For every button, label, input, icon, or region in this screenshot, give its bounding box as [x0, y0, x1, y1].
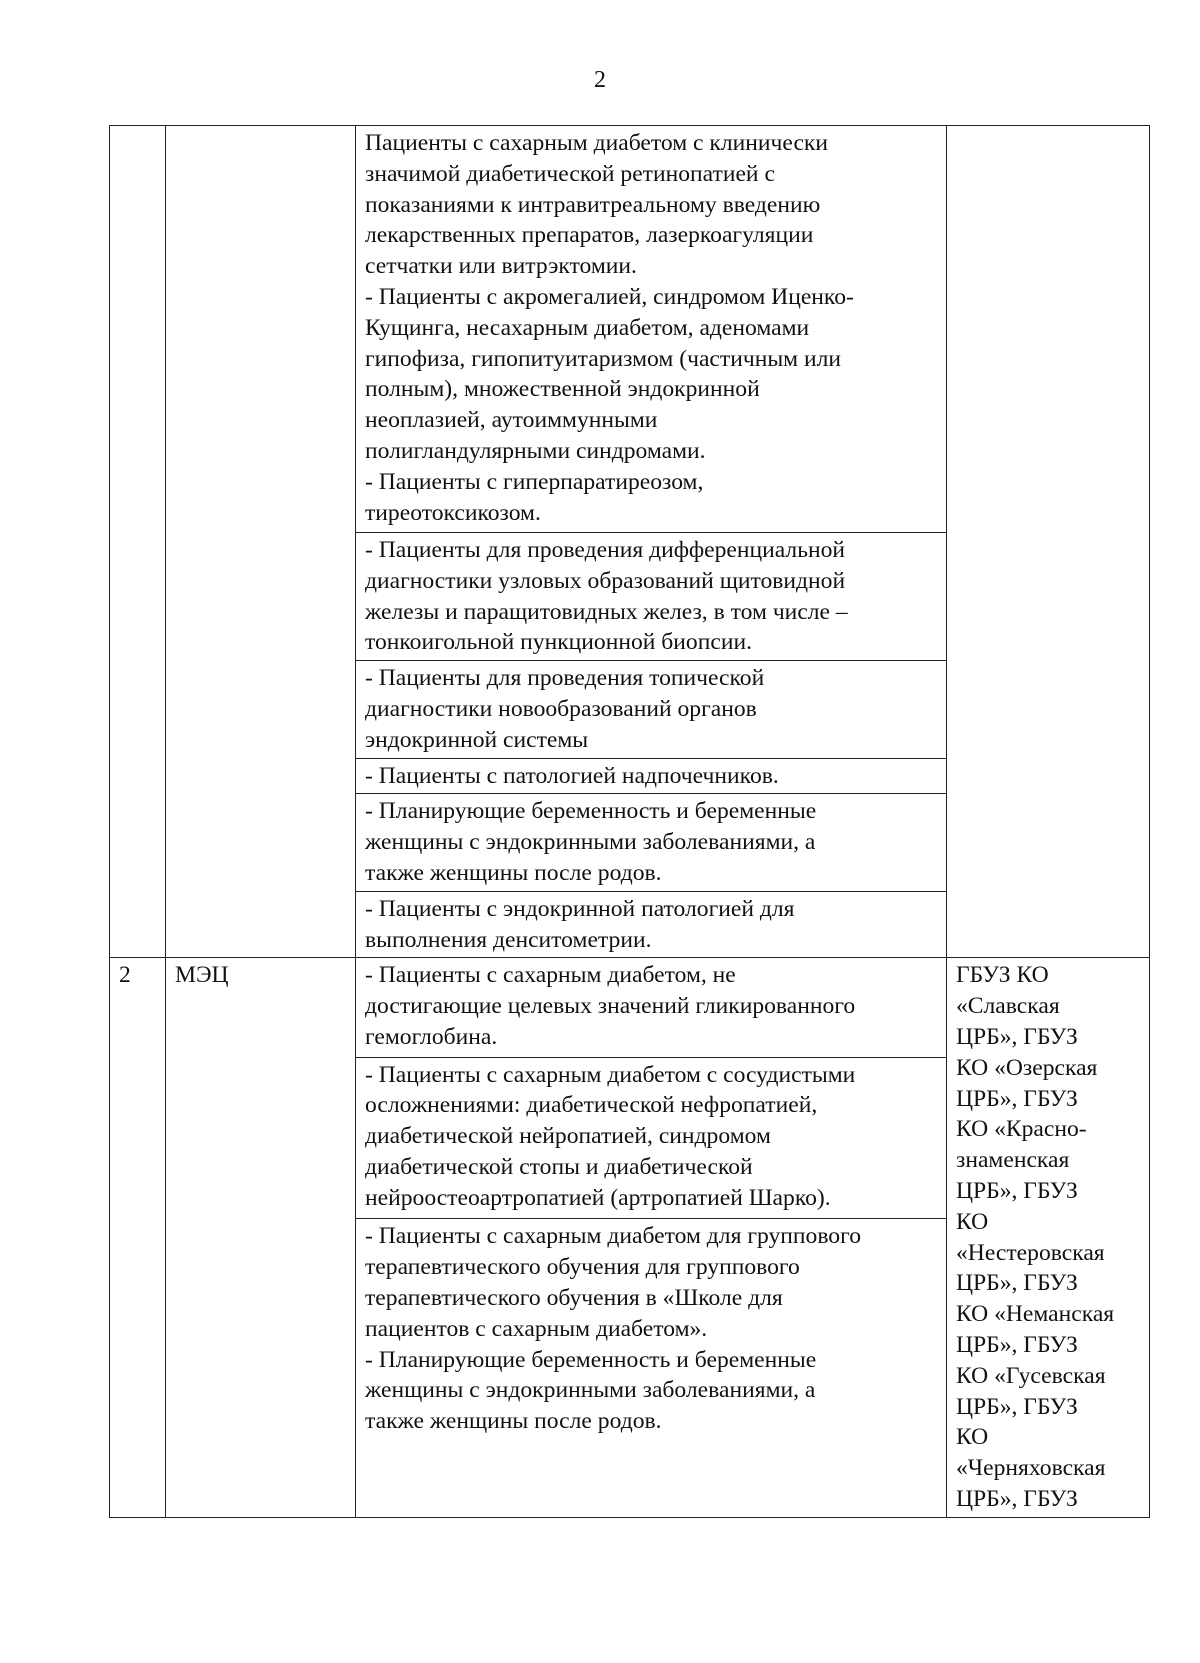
patient-category-text: - Планирующие беременность и беременные женщины с эндокринными заболеваниями, а также женщины после родов.: [365, 798, 817, 886]
patient-category-cell: [356, 891, 947, 958]
patient-category-cell: [356, 958, 947, 1057]
patient-category-cell: [356, 1057, 947, 1219]
patient-category-text: - Пациенты для проведения топической диагностики новообразований органов эндокринной системы: [365, 665, 765, 753]
patient-category-text: - Пациенты с сахарным диабетом для группового терапевтического обучения для группового терапевтического обучения в «Школе для пациентов с сахарным диабетом».: [365, 1223, 861, 1342]
patient-category-text: - Пациенты с эндокринной патологией для выполнения денситометрии.: [365, 895, 795, 953]
patient-category-text: Пациенты с сахарным диабетом с клинически значимой диабетической ретинопатией с показаниями к интравитреальному введению лекарственных препаратов, лазеркоагуляции сетчатки или витрэктомии.: [365, 130, 829, 280]
table-row: [110, 958, 1150, 1057]
patient-category-text: - Пациенты с сахарным диабетом с сосудистыми осложнениями: диабетической нефропатией, диабетической нейропатией, синдромом диабетической стопы и диабетической нейроостеоартропатией (артропатией Шарко).: [365, 1061, 856, 1211]
patient-category-text: - Пациенты с патологией надпочечников.: [365, 762, 779, 789]
organizations-cell: [947, 126, 1150, 958]
center-cell: [166, 126, 356, 958]
patient-category-text: - Планирующие беременность и беременные женщины с эндокринными заболеваниями, а также женщины после родов.: [365, 1346, 817, 1435]
table-row: [110, 126, 1150, 533]
patient-category-text: - Пациенты с гиперпаратиреозом, тиреотоксикозом.: [365, 468, 704, 526]
patient-category-cell: [356, 758, 947, 794]
center-cell: МЭЦ: [166, 958, 356, 1517]
organizations-text: ГБУЗ КО «Славская ЦРБ», ГБУЗ КО «Озерская ЦРБ», ГБУЗ КО «Красно- знаменская ЦРБ», ГБУЗ КО «Нестеровская ЦРБ», ГБУЗ КО «Неманская ЦРБ», ГБУЗ КО «Гусевская ЦРБ», ГБУЗ КО «Черняховская ЦРБ», ГБУЗ: [956, 962, 1115, 1512]
patient-category-cell: [356, 126, 947, 533]
patient-category-cell: [356, 661, 947, 758]
patient-category-cell: [356, 533, 947, 661]
patient-category-cell: [356, 1219, 947, 1517]
patient-category-text: - Пациенты для проведения дифференциальной диагностики узловых образований щитовидной железы и паращитовидных желез, в том числе – тонкоигольной пункционной биопсии.: [365, 537, 848, 656]
organizations-cell: [947, 958, 1150, 1517]
patient-category-text: - Пациенты с сахарным диабетом, не достигающие целевых значений гликированного гемоглобина.: [365, 962, 856, 1050]
page-number: 2: [594, 67, 606, 93]
number-cell: 2: [110, 958, 166, 1517]
referral-table: [109, 125, 1150, 1518]
number-cell: [110, 126, 166, 958]
patient-category-cell: [356, 794, 947, 891]
patient-category-text: - Пациенты с акромегалией, синдромом Иценко- Кущинга, несахарным диабетом, аденомами гипофиза, гипопитуитаризмом (частичным или полным), множественной эндокринной неоплазией, аутоиммунными полигландулярными синдромами.: [365, 283, 854, 464]
